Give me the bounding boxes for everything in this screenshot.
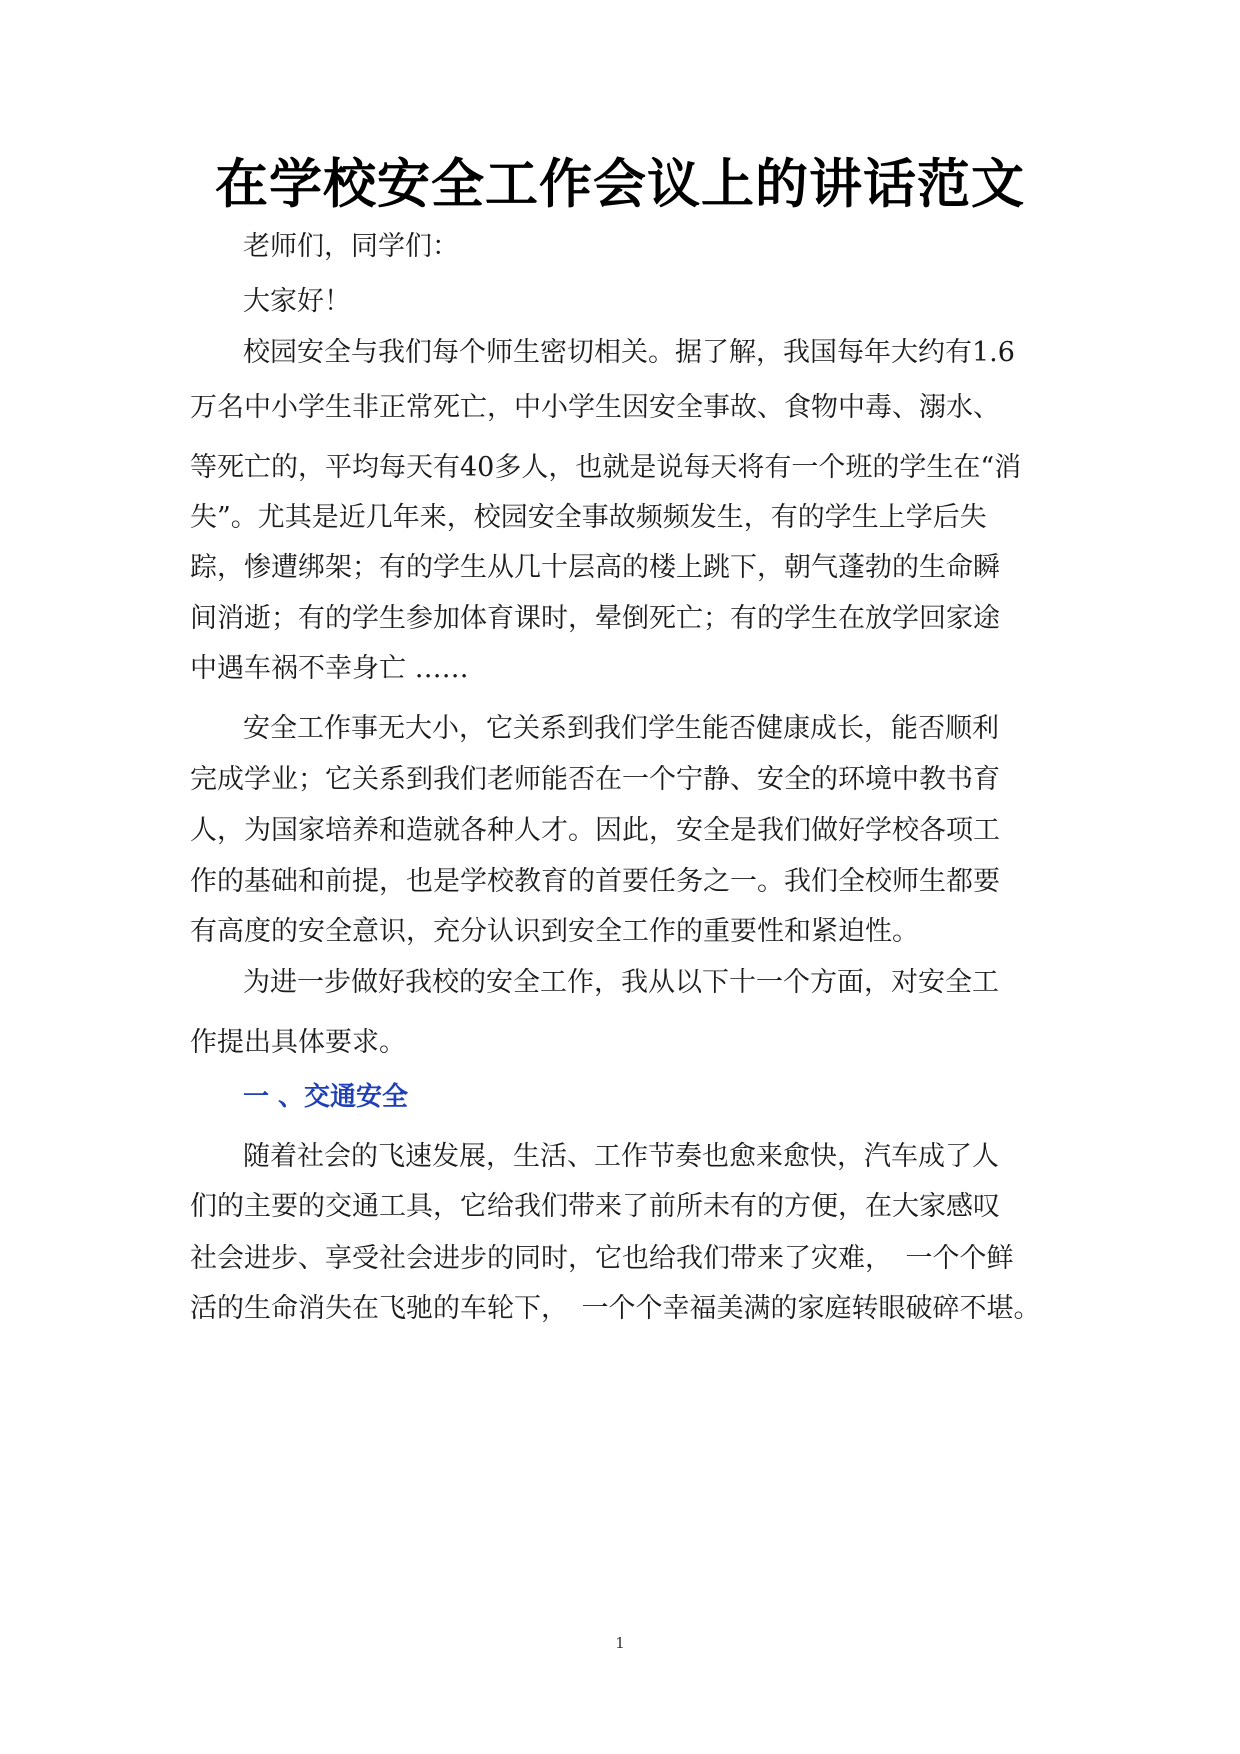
- paragraph-line: 活的生命消失在飞驰的车轮下， 一个个幸福美满的家庭转眼破碎不堪。: [190, 1293, 1041, 1324]
- paragraph-line: 随着社会的飞速发展，生活、工作节奏也愈来愈快，汽车成了人: [243, 1141, 999, 1172]
- paragraph-line: 安全工作事无大小，它关系到我们学生能否健康成长，能否顺利: [243, 713, 999, 744]
- document-title: 在学校安全工作会议上的讲话范文: [215, 154, 1025, 215]
- paragraph-line: 失”。尤其是近几年来，校园安全事故频频发生，有的学生上学后失: [190, 502, 987, 533]
- paragraph-line: 作提出具体要求。: [190, 1027, 406, 1058]
- paragraph-line: 有高度的安全意识，充分认识到安全工作的重要性和紧迫性。: [190, 916, 919, 947]
- paragraph-line: 校园安全与我们每个师生密切相关。据了解，我国每年大约有1.6: [243, 337, 1015, 368]
- paragraph-line: 完成学业；它关系到我们老师能否在一个宁静、安全的环境中教书育: [190, 764, 1000, 795]
- paragraph-line: 中遇车祸不幸身亡 ……: [190, 653, 469, 684]
- salutation: 老师们，同学们：: [243, 231, 459, 262]
- paragraph-line: 等死亡的，平均每天有40多人，也就是说每天将有一个班的学生在“消: [190, 452, 1022, 483]
- paragraph-line: 踪，惨遭绑架；有的学生从几十层高的楼上跳下，朝气蓬勃的生命瞬: [190, 552, 1000, 583]
- greeting: 大家好！: [243, 286, 351, 317]
- paragraph-line: 间消逝；有的学生参加体育课时，晕倒死亡；有的学生在放学回家途: [190, 603, 1000, 634]
- paragraph-line: 社会进步、享受社会进步的同时，它也给我们带来了灾难， 一个个鲜: [190, 1243, 1014, 1274]
- paragraph-line: 作的基础和前提，也是学校教育的首要任务之一。我们全校师生都要: [190, 866, 1000, 897]
- paragraph-line: 们的主要的交通工具，它给我们带来了前所未有的方便，在大家感叹: [190, 1191, 1000, 1222]
- paragraph-line: 为进一步做好我校的安全工作，我从以下十一个方面，对安全工: [243, 967, 999, 998]
- paragraph-line: 万名中小学生非正常死亡，中小学生因安全事故、食物中毒、溺水、: [190, 392, 1000, 423]
- paragraph-line: 人，为国家培养和造就各种人才。因此，安全是我们做好学校各项工: [190, 815, 1000, 846]
- page-number: 1: [615, 1634, 625, 1652]
- section-heading: 一 、交通安全: [243, 1082, 409, 1112]
